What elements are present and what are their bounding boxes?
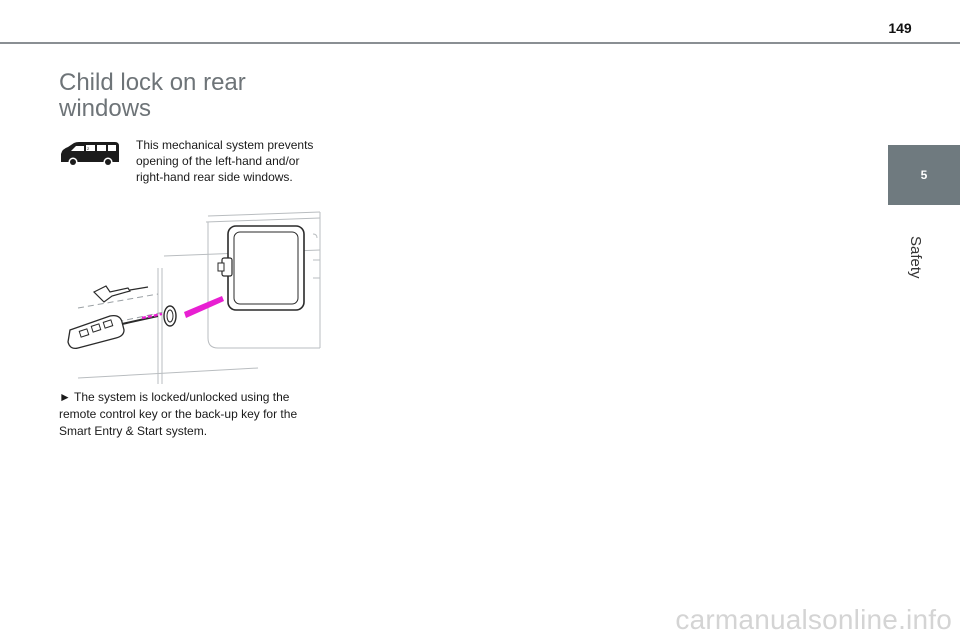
watermark: carmanualsonline.info [675, 604, 952, 635]
bullet-text [59, 389, 329, 440]
child-lock-key-illustration [58, 208, 326, 386]
chapter-title: Safety [907, 236, 924, 279]
van-icon [59, 140, 121, 168]
intro-text: This mechanical system prevents opening of the left-hand and/or right-hand rear side windows. [136, 138, 314, 184]
bullet-marker: ► [59, 390, 71, 404]
page-number: 149 [888, 20, 912, 36]
bullet-body: The system is locked/unlocked using the remote control key or the back-up key for the Smart Entry & Start system. [59, 390, 298, 438]
chapter-label [888, 236, 960, 296]
svg-text:2: 2 [87, 146, 90, 151]
header-rule [0, 42, 960, 44]
chapter-tab[interactable]: 5 [888, 145, 960, 205]
section-title: Child lock on rear windows [59, 69, 246, 122]
